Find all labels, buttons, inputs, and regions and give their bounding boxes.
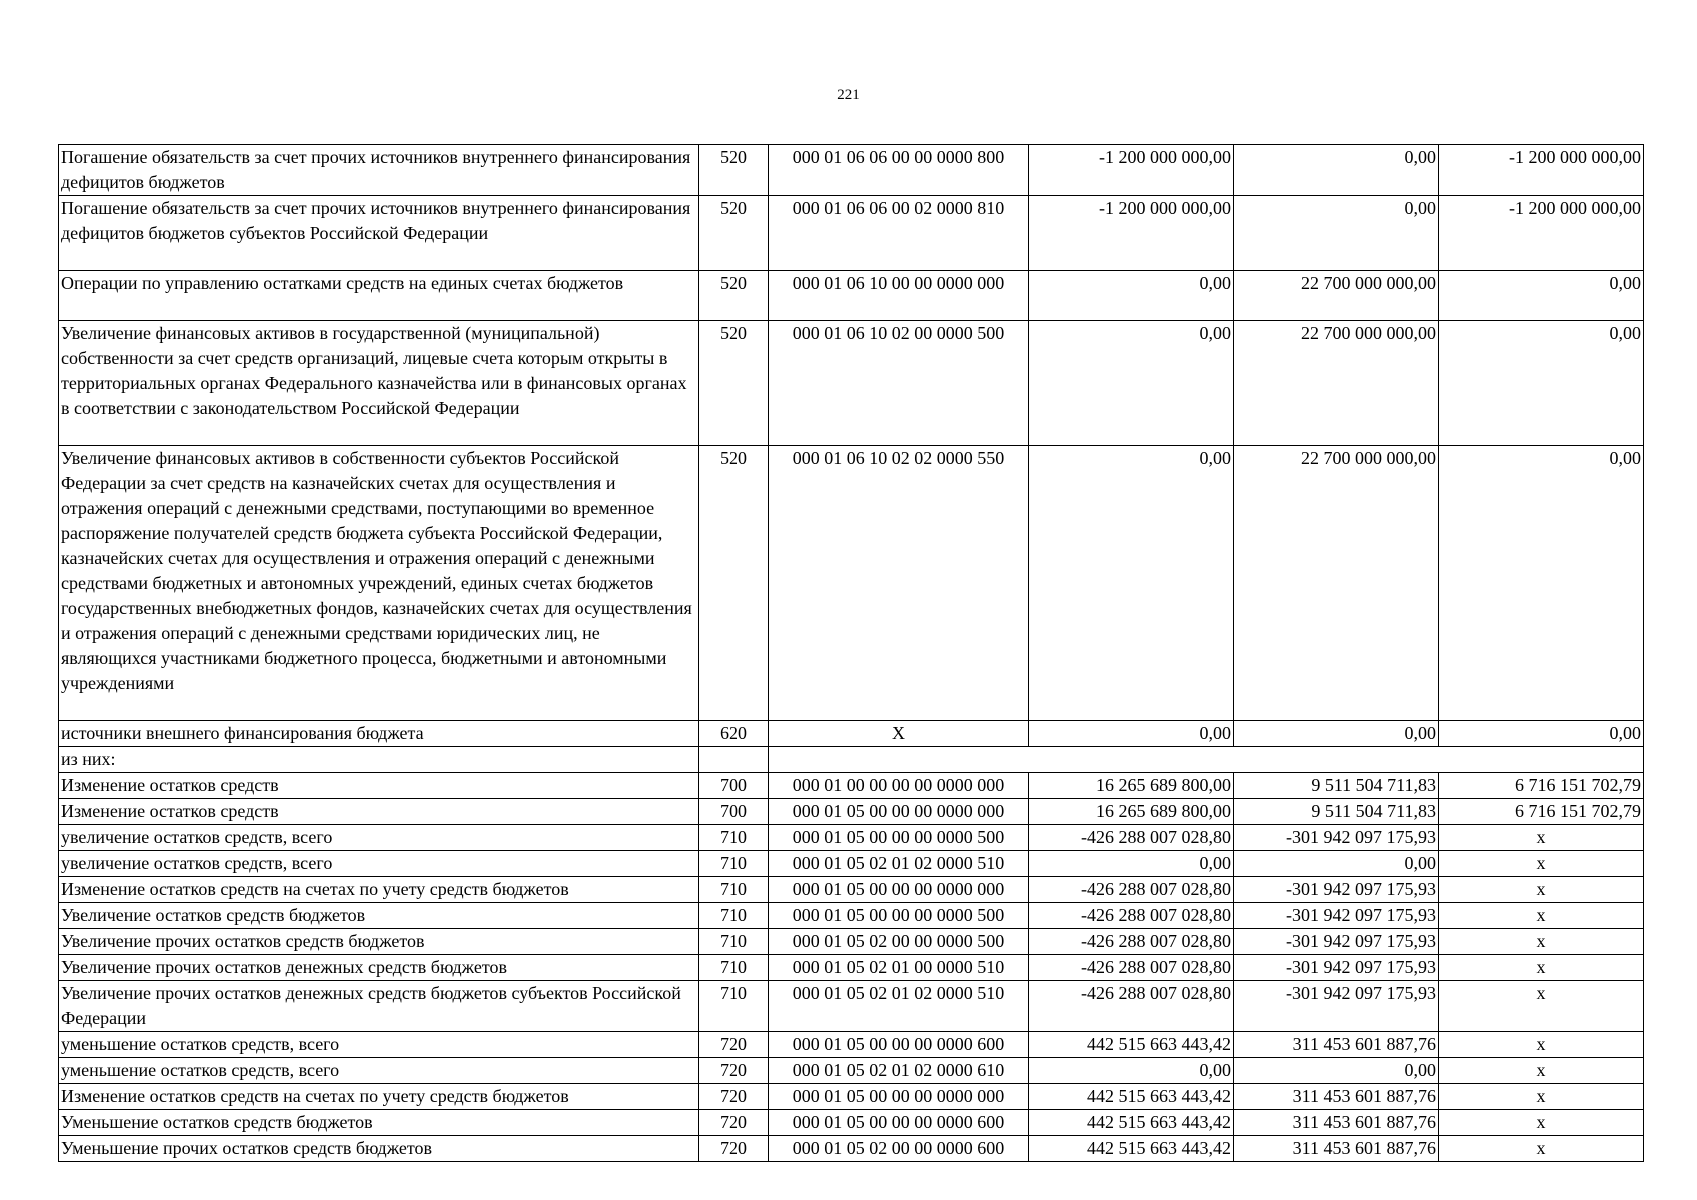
row-executed: 0,00: [1234, 196, 1439, 271]
row-kbk: 000 01 05 02 01 00 0000 510: [769, 955, 1029, 981]
table-row: [59, 321, 1644, 446]
row-not-executed: 6 716 151 702,79: [1439, 773, 1644, 799]
row-executed: 311 453 601 887,76: [1234, 1110, 1439, 1136]
table-row: [59, 271, 1644, 321]
row-kbk: 000 01 05 00 00 00 0000 000: [769, 1084, 1029, 1110]
row-name: Уменьшение остатков средств бюджетов: [59, 1110, 699, 1136]
row-empty-span: [769, 747, 1644, 773]
row-not-executed: x: [1439, 1032, 1644, 1058]
table-row: [59, 1110, 1644, 1136]
row-approved: 0,00: [1029, 446, 1234, 721]
row-approved: -1 200 000 000,00: [1029, 145, 1234, 196]
table-row: [59, 1058, 1644, 1084]
row-approved: 0,00: [1029, 271, 1234, 321]
row-executed: 311 453 601 887,76: [1234, 1084, 1439, 1110]
row-code: 620: [699, 721, 769, 747]
row-code: 710: [699, 955, 769, 981]
table-row: [59, 929, 1644, 955]
table-row: [59, 1032, 1644, 1058]
row-code: 520: [699, 196, 769, 271]
row-name: из них:: [59, 747, 699, 773]
table-row: [59, 747, 1644, 773]
table-row: [59, 877, 1644, 903]
row-executed: 22 700 000 000,00: [1234, 446, 1439, 721]
row-executed: 0,00: [1234, 851, 1439, 877]
row-executed: 311 453 601 887,76: [1234, 1136, 1439, 1162]
table-row: [59, 851, 1644, 877]
row-not-executed: x: [1439, 825, 1644, 851]
row-name: Увеличение прочих остатков денежных средств бюджетов субъектов Российской Федерации: [59, 981, 699, 1032]
row-not-executed: x: [1439, 877, 1644, 903]
page-number: 221: [837, 87, 860, 103]
row-code: 710: [699, 929, 769, 955]
table-row: [59, 446, 1644, 721]
row-not-executed: 0,00: [1439, 271, 1644, 321]
row-not-executed: 6 716 151 702,79: [1439, 799, 1644, 825]
row-code: 710: [699, 825, 769, 851]
row-approved: 0,00: [1029, 721, 1234, 747]
row-kbk: 000 01 05 02 01 02 0000 510: [769, 981, 1029, 1032]
row-code: 700: [699, 799, 769, 825]
row-not-executed: 0,00: [1439, 446, 1644, 721]
row-approved: 442 515 663 443,42: [1029, 1110, 1234, 1136]
row-code: 710: [699, 851, 769, 877]
row-name: источники внешнего финансирования бюджета: [59, 721, 699, 747]
table-row: [59, 196, 1644, 271]
row-not-executed: x: [1439, 929, 1644, 955]
row-name: Изменение остатков средств на счетах по учету средств бюджетов: [59, 1084, 699, 1110]
row-code: 520: [699, 321, 769, 446]
row-kbk: 000 01 06 10 02 00 0000 500: [769, 321, 1029, 446]
row-name: Уменьшение прочих остатков средств бюджетов: [59, 1136, 699, 1162]
row-name: уменьшение остатков средств, всего: [59, 1058, 699, 1084]
row-name: Погашение обязательств за счет прочих источников внутреннего финансирования дефицитов бюджетов субъектов Российской Федерации: [59, 196, 699, 271]
row-approved: -426 288 007 028,80: [1029, 981, 1234, 1032]
row-kbk: 000 01 05 02 01 02 0000 610: [769, 1058, 1029, 1084]
row-kbk: 000 01 05 00 00 00 0000 600: [769, 1032, 1029, 1058]
row-kbk: 000 01 06 06 00 02 0000 810: [769, 196, 1029, 271]
row-approved: 442 515 663 443,42: [1029, 1136, 1234, 1162]
row-approved: -426 288 007 028,80: [1029, 825, 1234, 851]
row-not-executed: x: [1439, 903, 1644, 929]
table-row: [59, 145, 1644, 196]
row-not-executed: 0,00: [1439, 321, 1644, 446]
row-executed: 9 511 504 711,83: [1234, 773, 1439, 799]
row-not-executed: -1 200 000 000,00: [1439, 196, 1644, 271]
table-row: [59, 1084, 1644, 1110]
row-kbk: 000 01 05 02 00 00 0000 500: [769, 929, 1029, 955]
row-name: Изменение остатков средств на счетах по учету средств бюджетов: [59, 877, 699, 903]
row-not-executed: x: [1439, 955, 1644, 981]
row-executed: -301 942 097 175,93: [1234, 981, 1439, 1032]
row-name: Изменение остатков средств: [59, 799, 699, 825]
row-kbk: 000 01 00 00 00 00 0000 000: [769, 773, 1029, 799]
row-approved: -426 288 007 028,80: [1029, 877, 1234, 903]
row-approved: 442 515 663 443,42: [1029, 1032, 1234, 1058]
row-code: 720: [699, 1058, 769, 1084]
table-row: [59, 955, 1644, 981]
table-row: [59, 721, 1644, 747]
row-name: Погашение обязательств за счет прочих источников внутреннего финансирования дефицитов бюджетов: [59, 145, 699, 196]
row-executed: -301 942 097 175,93: [1234, 929, 1439, 955]
row-name: Операции по управлению остатками средств на единых счетах бюджетов: [59, 271, 699, 321]
row-executed: -301 942 097 175,93: [1234, 877, 1439, 903]
row-executed: 22 700 000 000,00: [1234, 321, 1439, 446]
budget-sources-table: [58, 144, 1644, 1162]
row-kbk: 000 01 06 06 00 00 0000 800: [769, 145, 1029, 196]
row-kbk: 000 01 06 10 02 02 0000 550: [769, 446, 1029, 721]
row-code: 720: [699, 1084, 769, 1110]
row-name: Изменение остатков средств: [59, 773, 699, 799]
row-approved: 442 515 663 443,42: [1029, 1084, 1234, 1110]
table-row: [59, 773, 1644, 799]
row-code: [699, 747, 769, 773]
row-not-executed: x: [1439, 851, 1644, 877]
table-row: [59, 981, 1644, 1032]
row-name: Увеличение финансовых активов в собственности субъектов Российской Федерации за счет средств на казначейских счетах для осуществления и отражения операций с денежными средствами, поступающими во временное распоряжение получателей средств бюджета субъекта Российской Федерации, казначейских счетах для осуществления и отражения операций с денежными средствами бюджетных и автономных учреждений, единых счетах бюджетов государственных внебюджетных фондов, казначейских счетах для осуществления и отражения операций с денежными средствами юридических лиц, не являющихся участниками бюджетного процесса, бюджетными и автономными учреждениями: [59, 446, 699, 721]
row-name: Увеличение прочих остатков средств бюджетов: [59, 929, 699, 955]
row-approved: -1 200 000 000,00: [1029, 196, 1234, 271]
row-not-executed: x: [1439, 1058, 1644, 1084]
row-not-executed: -1 200 000 000,00: [1439, 145, 1644, 196]
row-code: 710: [699, 981, 769, 1032]
row-code: 700: [699, 773, 769, 799]
row-code: 520: [699, 271, 769, 321]
row-not-executed: x: [1439, 1084, 1644, 1110]
row-name: Увеличение прочих остатков денежных средств бюджетов: [59, 955, 699, 981]
row-kbk: X: [769, 721, 1029, 747]
row-kbk: 000 01 05 00 00 00 0000 500: [769, 903, 1029, 929]
row-executed: 0,00: [1234, 721, 1439, 747]
table-row: [59, 799, 1644, 825]
row-name: Увеличение остатков средств бюджетов: [59, 903, 699, 929]
row-executed: 311 453 601 887,76: [1234, 1032, 1439, 1058]
row-not-executed: x: [1439, 1136, 1644, 1162]
row-not-executed: 0,00: [1439, 721, 1644, 747]
row-name: уменьшение остатков средств, всего: [59, 1032, 699, 1058]
row-code: 720: [699, 1032, 769, 1058]
row-code: 720: [699, 1136, 769, 1162]
row-not-executed: x: [1439, 981, 1644, 1032]
row-approved: -426 288 007 028,80: [1029, 903, 1234, 929]
row-kbk: 000 01 05 00 00 00 0000 000: [769, 877, 1029, 903]
row-executed: -301 942 097 175,93: [1234, 903, 1439, 929]
row-code: 710: [699, 903, 769, 929]
row-executed: 9 511 504 711,83: [1234, 799, 1439, 825]
row-name: Увеличение финансовых активов в государственной (муниципальной) собственности за счет средств организаций, лицевые счета которым открыты в территориальных органах Федерального казначейства или в финансовых органах в соответствии с законодательством Российской Федерации: [59, 321, 699, 446]
row-executed: -301 942 097 175,93: [1234, 955, 1439, 981]
row-approved: 16 265 689 800,00: [1029, 773, 1234, 799]
row-executed: 22 700 000 000,00: [1234, 271, 1439, 321]
row-not-executed: x: [1439, 1110, 1644, 1136]
table-row: [59, 1136, 1644, 1162]
row-approved: 16 265 689 800,00: [1029, 799, 1234, 825]
row-kbk: 000 01 05 02 00 00 0000 600: [769, 1136, 1029, 1162]
row-executed: 0,00: [1234, 1058, 1439, 1084]
row-kbk: 000 01 05 00 00 00 0000 000: [769, 799, 1029, 825]
row-name: увеличение остатков средств, всего: [59, 825, 699, 851]
table-row: [59, 903, 1644, 929]
row-approved: 0,00: [1029, 321, 1234, 446]
row-executed: -301 942 097 175,93: [1234, 825, 1439, 851]
row-approved: 0,00: [1029, 851, 1234, 877]
row-kbk: 000 01 06 10 00 00 0000 000: [769, 271, 1029, 321]
row-approved: -426 288 007 028,80: [1029, 955, 1234, 981]
row-code: 520: [699, 145, 769, 196]
row-code: 720: [699, 1110, 769, 1136]
row-approved: -426 288 007 028,80: [1029, 929, 1234, 955]
row-kbk: 000 01 05 00 00 00 0000 500: [769, 825, 1029, 851]
row-code: 710: [699, 877, 769, 903]
row-code: 520: [699, 446, 769, 721]
table-row: [59, 825, 1644, 851]
row-kbk: 000 01 05 00 00 00 0000 600: [769, 1110, 1029, 1136]
row-executed: 0,00: [1234, 145, 1439, 196]
row-name: увеличение остатков средств, всего: [59, 851, 699, 877]
row-kbk: 000 01 05 02 01 02 0000 510: [769, 851, 1029, 877]
row-approved: 0,00: [1029, 1058, 1234, 1084]
